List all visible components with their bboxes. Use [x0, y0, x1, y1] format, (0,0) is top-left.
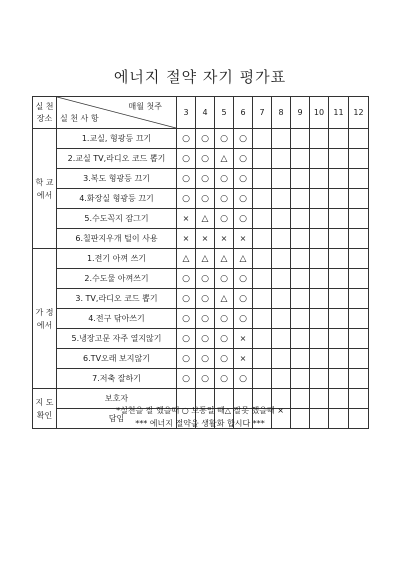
month-cell[interactable]: [310, 349, 329, 369]
month-cell[interactable]: [215, 269, 234, 289]
month-cell[interactable]: [215, 289, 234, 309]
month-cell[interactable]: [177, 349, 196, 369]
month-cell[interactable]: [196, 269, 215, 289]
month-cell[interactable]: [291, 289, 310, 309]
month-cell[interactable]: [253, 149, 272, 169]
month-cell[interactable]: [291, 329, 310, 349]
month-cell[interactable]: [177, 289, 196, 309]
month-cell[interactable]: [177, 189, 196, 209]
month-cell[interactable]: [177, 369, 196, 389]
evaluation-mark: ○: [201, 373, 209, 384]
month-cell[interactable]: [349, 329, 369, 349]
table-row: [33, 169, 369, 189]
month-cell[interactable]: [329, 129, 349, 149]
evaluation-mark: ○: [220, 373, 228, 384]
month-cell[interactable]: [253, 249, 272, 269]
evaluation-mark: ○: [182, 133, 190, 144]
month-cell[interactable]: [310, 169, 329, 189]
place-cell: [33, 249, 57, 389]
month-cell[interactable]: [349, 169, 369, 189]
evaluation-mark: ×: [220, 234, 228, 243]
month-cell[interactable]: [272, 149, 291, 169]
month-cell[interactable]: [329, 269, 349, 289]
month-cell[interactable]: [234, 309, 253, 329]
month-cell[interactable]: [291, 209, 310, 229]
table-row: [33, 369, 369, 389]
month-cell[interactable]: [291, 129, 310, 149]
month-cell[interactable]: [234, 329, 253, 349]
practice-item-label: 2.수도물 아껴쓰기: [57, 269, 177, 289]
evaluation-mark: ○: [182, 173, 190, 184]
month-cell[interactable]: [272, 209, 291, 229]
month-cell[interactable]: [253, 129, 272, 149]
month-cell[interactable]: [349, 369, 369, 389]
evaluation-mark: ○: [239, 213, 247, 224]
evaluation-mark: ○: [239, 313, 247, 324]
month-header: 5: [215, 97, 234, 129]
place-line: 에서: [36, 320, 53, 330]
practice-item-label: 2.교실 TV,라디오 코드 뽑기: [57, 149, 177, 169]
confirm-label: 보호자: [57, 389, 177, 409]
month-cell[interactable]: [215, 209, 234, 229]
month-cell[interactable]: [291, 309, 310, 329]
month-cell[interactable]: [253, 209, 272, 229]
practice-item-label: 6.칠판지우개 털이 사용: [57, 229, 177, 249]
month-cell[interactable]: [196, 289, 215, 309]
evaluation-mark: ○: [182, 153, 190, 164]
page-title: 에너지 절약 자기 평가표: [113, 68, 287, 86]
practice-item-label: 1.전기 아껴 쓰기: [57, 249, 177, 269]
month-cell[interactable]: [253, 189, 272, 209]
month-cell[interactable]: [215, 229, 234, 249]
month-cell[interactable]: [196, 249, 215, 269]
month-cell[interactable]: [177, 209, 196, 229]
evaluation-mark: ○: [239, 273, 247, 284]
month-cell[interactable]: [291, 169, 310, 189]
month-cell[interactable]: [196, 129, 215, 149]
evaluation-mark: ×: [239, 354, 247, 363]
month-cell[interactable]: [272, 309, 291, 329]
evaluation-mark: ○: [201, 313, 209, 324]
month-cell[interactable]: [253, 369, 272, 389]
month-cell[interactable]: [215, 329, 234, 349]
month-week-label: 매월 첫주: [128, 102, 162, 111]
month-cell[interactable]: [329, 189, 349, 209]
month-cell[interactable]: [253, 289, 272, 309]
month-cell[interactable]: [234, 369, 253, 389]
place-line: 에서: [36, 190, 53, 200]
evaluation-mark: ×: [182, 234, 190, 243]
month-cell[interactable]: [253, 349, 272, 369]
month-cell[interactable]: [291, 229, 310, 249]
month-cell[interactable]: [329, 369, 349, 389]
table-row: [33, 269, 369, 289]
evaluation-mark: ○: [220, 213, 228, 224]
confirm-label: 담임: [57, 409, 177, 429]
evaluation-mark: ○: [239, 133, 247, 144]
month-cell[interactable]: [349, 349, 369, 369]
table-row: [33, 129, 369, 149]
month-cell[interactable]: [291, 369, 310, 389]
month-cell[interactable]: [310, 189, 329, 209]
month-cell[interactable]: [329, 229, 349, 249]
month-cell[interactable]: [329, 349, 349, 369]
place-line: 가 정: [35, 307, 54, 317]
table-row: [33, 329, 369, 349]
month-cell[interactable]: [349, 209, 369, 229]
month-cell[interactable]: [234, 249, 253, 269]
month-cell[interactable]: [329, 289, 349, 309]
month-cell[interactable]: [310, 229, 329, 249]
slogan-text: *** 에너지 절약을 생활화 합시다 ***: [135, 419, 265, 428]
month-cell[interactable]: [272, 329, 291, 349]
month-cell[interactable]: [310, 209, 329, 229]
evaluation-mark: ○: [220, 313, 228, 324]
month-cell[interactable]: [253, 169, 272, 189]
month-cell[interactable]: [310, 309, 329, 329]
evaluation-mark: ○: [182, 273, 190, 284]
evaluation-mark: △: [220, 253, 228, 264]
practice-item-label: 7.저축 잘하기: [57, 369, 177, 389]
month-cell[interactable]: [329, 309, 349, 329]
month-cell[interactable]: [253, 329, 272, 349]
month-cell[interactable]: [177, 129, 196, 149]
month-cell[interactable]: [234, 149, 253, 169]
place-header: [33, 97, 57, 129]
month-cell[interactable]: [310, 249, 329, 269]
month-header: 11: [329, 97, 349, 129]
month-cell[interactable]: [272, 229, 291, 249]
diagonal-header: [57, 97, 177, 129]
month-cell[interactable]: [177, 229, 196, 249]
month-cell[interactable]: [215, 369, 234, 389]
evaluation-mark: ○: [239, 173, 247, 184]
month-cell[interactable]: [310, 129, 329, 149]
practice-item-label: 3. TV,라디오 코드 뽑기: [57, 289, 177, 309]
month-cell[interactable]: [196, 329, 215, 349]
evaluation-mark: ○: [201, 133, 209, 144]
legend-text: *실천을 잘 했을때 ○ 보통일 때△ 잘못 했을때 ×: [116, 406, 284, 415]
evaluation-mark: ○: [201, 333, 209, 344]
evaluation-mark: ○: [182, 313, 190, 324]
table-row: [33, 289, 369, 309]
evaluation-mark: ○: [182, 193, 190, 204]
month-header: 6: [234, 97, 253, 129]
evaluation-mark: ○: [220, 133, 228, 144]
evaluation-mark: ○: [239, 373, 247, 384]
month-cell[interactable]: [310, 369, 329, 389]
table-row: [33, 249, 369, 269]
evaluation-mark: ×: [239, 234, 247, 243]
header-row: [33, 97, 369, 129]
month-cell[interactable]: [329, 169, 349, 189]
month-cell[interactable]: [291, 269, 310, 289]
month-cell[interactable]: [310, 149, 329, 169]
evaluation-mark: ○: [239, 153, 247, 164]
month-header: 4: [196, 97, 215, 129]
month-cell[interactable]: [196, 169, 215, 189]
month-header: 10: [310, 97, 329, 129]
month-header: 3: [177, 97, 196, 129]
month-cell[interactable]: [215, 309, 234, 329]
evaluation-mark: ○: [220, 273, 228, 284]
month-cell[interactable]: [177, 269, 196, 289]
month-cell[interactable]: [234, 169, 253, 189]
evaluation-mark: ○: [182, 353, 190, 364]
month-cell[interactable]: [291, 249, 310, 269]
table-row: [33, 309, 369, 329]
table-row: [33, 349, 369, 369]
month-cell[interactable]: [196, 229, 215, 249]
evaluation-mark: ○: [201, 173, 209, 184]
evaluation-mark: ○: [182, 373, 190, 384]
place-line: 지 도: [35, 397, 54, 407]
month-cell[interactable]: [272, 369, 291, 389]
practice-item-label: 5.수도꼭지 잠그기: [57, 209, 177, 229]
table-row: [33, 229, 369, 249]
month-cell[interactable]: [234, 129, 253, 149]
evaluation-mark: ×: [239, 334, 247, 343]
month-cell[interactable]: [272, 129, 291, 149]
month-cell[interactable]: [215, 249, 234, 269]
month-cell[interactable]: [177, 169, 196, 189]
month-cell[interactable]: [253, 269, 272, 289]
month-cell[interactable]: [234, 289, 253, 309]
evaluation-mark: △: [182, 253, 190, 264]
evaluation-table: [32, 96, 369, 429]
month-cell[interactable]: [310, 289, 329, 309]
table-row: [33, 149, 369, 169]
place-header-line-2: 장소: [36, 113, 53, 123]
month-cell[interactable]: [349, 229, 369, 249]
month-cell[interactable]: [177, 149, 196, 169]
month-cell[interactable]: [215, 169, 234, 189]
evaluation-mark: △: [239, 253, 247, 264]
month-cell[interactable]: [177, 309, 196, 329]
month-cell[interactable]: [215, 189, 234, 209]
evaluation-mark: ○: [220, 333, 228, 344]
month-cell[interactable]: [215, 349, 234, 369]
evaluation-mark: ○: [201, 153, 209, 164]
table-row: [33, 189, 369, 209]
practice-item-label: 4.전구 닦아쓰기: [57, 309, 177, 329]
evaluation-mark: ○: [201, 293, 209, 304]
month-cell[interactable]: [310, 269, 329, 289]
month-cell[interactable]: [177, 249, 196, 269]
practice-item-label: 4.화장실 형광등 끄기: [57, 189, 177, 209]
place-header-line-1: 실 천: [35, 101, 54, 111]
month-cell[interactable]: [329, 329, 349, 349]
month-cell[interactable]: [253, 229, 272, 249]
month-cell[interactable]: [272, 169, 291, 189]
month-cell[interactable]: [272, 269, 291, 289]
month-cell[interactable]: [177, 329, 196, 349]
evaluation-mark: ○: [220, 353, 228, 364]
month-cell[interactable]: [215, 149, 234, 169]
practice-items-label: 실 천 사 항: [60, 114, 99, 123]
month-cell[interactable]: [329, 149, 349, 169]
month-cell[interactable]: [234, 229, 253, 249]
month-cell[interactable]: [349, 309, 369, 329]
evaluation-mark: △: [201, 253, 209, 264]
month-cell[interactable]: [234, 209, 253, 229]
month-cell[interactable]: [272, 189, 291, 209]
practice-item-label: 6.TV오래 보지않기: [57, 349, 177, 369]
table-row: [33, 209, 369, 229]
month-cell[interactable]: [196, 189, 215, 209]
month-cell[interactable]: [234, 349, 253, 369]
month-cell[interactable]: [349, 189, 369, 209]
month-cell[interactable]: [349, 269, 369, 289]
evaluation-mark: ○: [239, 293, 247, 304]
month-cell[interactable]: [349, 129, 369, 149]
month-cell[interactable]: [234, 269, 253, 289]
evaluation-mark: ○: [201, 273, 209, 284]
evaluation-mark: ○: [182, 293, 190, 304]
month-header: 12: [349, 97, 369, 129]
evaluation-mark: ×: [182, 214, 190, 223]
month-cell[interactable]: [196, 309, 215, 329]
evaluation-mark: ×: [201, 234, 209, 243]
month-cell[interactable]: [349, 249, 369, 269]
evaluation-mark: △: [220, 153, 228, 164]
evaluation-mark: △: [201, 213, 209, 224]
month-cell[interactable]: [310, 329, 329, 349]
evaluation-mark: ○: [220, 173, 228, 184]
month-cell[interactable]: [253, 309, 272, 329]
month-cell[interactable]: [196, 149, 215, 169]
month-cell[interactable]: [215, 129, 234, 149]
month-header: 7: [253, 97, 272, 129]
evaluation-mark: ○: [182, 333, 190, 344]
month-cell[interactable]: [234, 189, 253, 209]
month-cell[interactable]: [272, 249, 291, 269]
place-cell: [33, 129, 57, 249]
month-cell[interactable]: [291, 149, 310, 169]
month-cell[interactable]: [291, 189, 310, 209]
month-cell[interactable]: [349, 289, 369, 309]
month-cell[interactable]: [329, 249, 349, 269]
month-cell[interactable]: [196, 349, 215, 369]
month-cell[interactable]: [329, 209, 349, 229]
month-cell[interactable]: [272, 349, 291, 369]
month-cell[interactable]: [272, 289, 291, 309]
month-cell[interactable]: [349, 149, 369, 169]
evaluation-mark: ○: [201, 353, 209, 364]
month-cell[interactable]: [196, 209, 215, 229]
evaluation-mark: ○: [220, 193, 228, 204]
evaluation-mark: ○: [201, 193, 209, 204]
practice-item-label: 1.교실, 형광등 끄기: [57, 129, 177, 149]
practice-item-label: 5.냉장고문 자주 열지않기: [57, 329, 177, 349]
month-header: 9: [291, 97, 310, 129]
place-line: 확인: [36, 410, 53, 420]
evaluation-mark: ○: [239, 193, 247, 204]
practice-item-label: 3.복도 형광등 끄기: [57, 169, 177, 189]
evaluation-mark: △: [220, 293, 228, 304]
month-header: 8: [272, 97, 291, 129]
month-cell[interactable]: [196, 369, 215, 389]
place-line: 학 교: [35, 177, 54, 187]
month-cell[interactable]: [291, 349, 310, 369]
